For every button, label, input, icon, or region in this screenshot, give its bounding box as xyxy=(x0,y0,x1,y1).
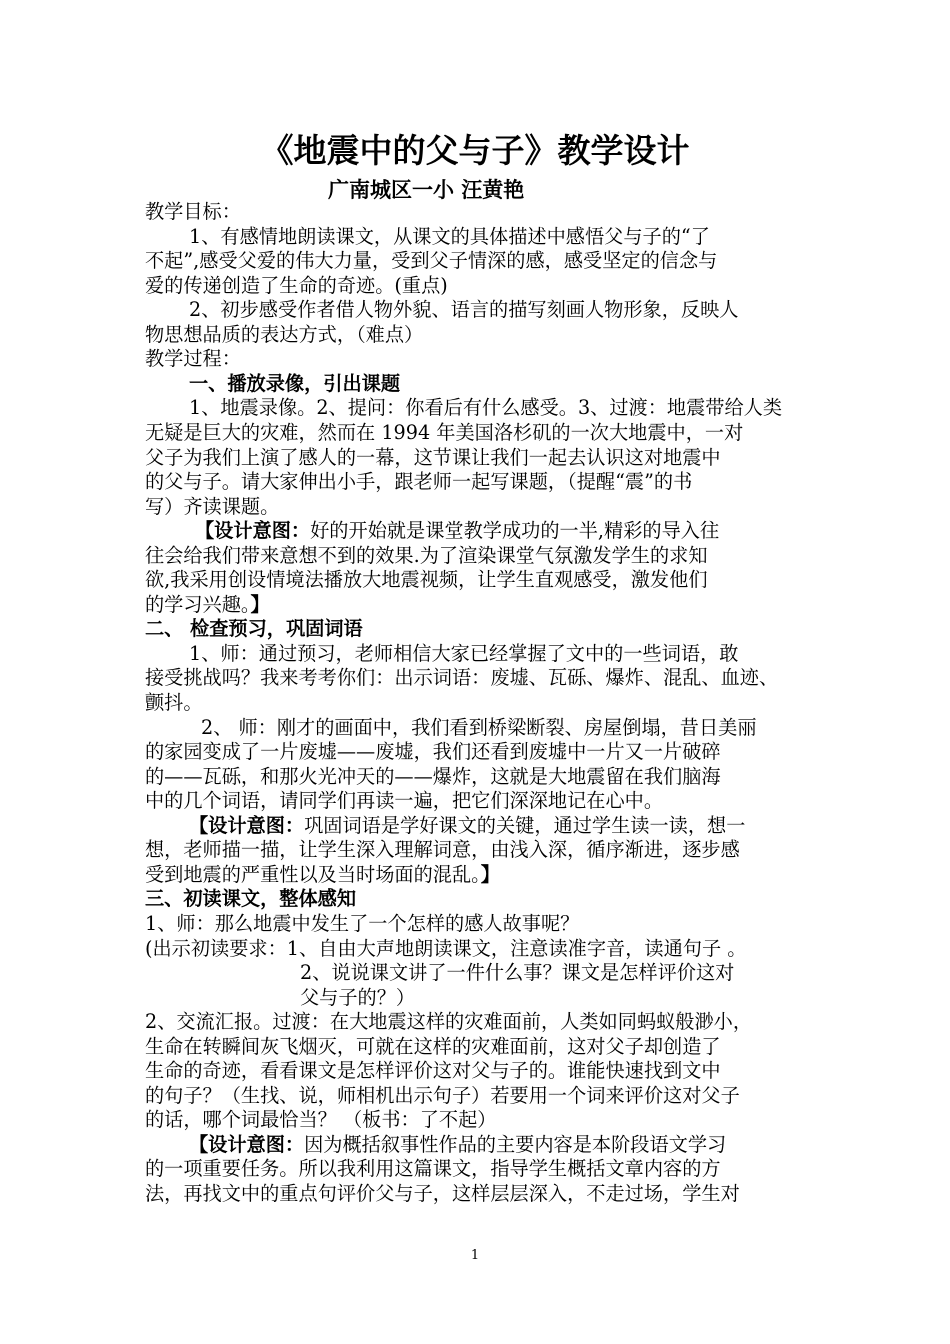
text-line: 的话，哪个词最恰当？ （板书：了不起） xyxy=(145,1108,497,1132)
text-line: 欲,我采用创设情境法播放大地震视频，让学生直观感受，激发他们 xyxy=(145,568,708,592)
text-line: 写）齐读课题。 xyxy=(145,494,280,518)
text-line: 颤抖。 xyxy=(145,691,203,714)
text-line: 往会给我们带来意想不到的效果.为了渲染课堂气氛激发学生的求知 xyxy=(145,543,708,567)
text-line: 父子为我们上演了感人的一幕，这节课让我们一起去认识这对地震中 xyxy=(145,445,721,469)
text-line: 1、有感情地朗读课文，从课文的具体描述中感悟父与子的“了 xyxy=(189,224,710,248)
text-line: 无疑是巨大的灾难，然而在 1994 年美国洛杉矶的一次大地震中，一对 xyxy=(145,420,744,444)
text-line: 2、说说课文讲了一件什么事？课文是怎样评价这对 xyxy=(300,961,735,985)
text-line: 物思想品质的表达方式，（难点） xyxy=(145,322,424,346)
text-line: 的——瓦砾，和那火光冲天的——爆炸，这就是大地震留在我们脑海 xyxy=(145,764,721,788)
text-line: 的一项重要任务。所以我利用这篇课文，指导学生概括文章内容的方 xyxy=(145,1157,721,1181)
text-line: 生命在转瞬间灰飞烟灭，可就在这样的灾难面前，这对父子却创造了 xyxy=(145,1034,721,1058)
text-line: 1、师：那么地震中发生了一个怎样的感人故事呢？ xyxy=(145,911,580,935)
text-line: 教学目标： xyxy=(145,200,241,223)
text-line: 不起”,感受父爱的伟大力量，受到父子情深的感，感受坚定的信念与 xyxy=(145,249,718,273)
text-line: 三、初读课文，整体感知 xyxy=(145,887,357,911)
document-author: 广南城区一小 汪黄艳 xyxy=(328,177,525,202)
text-line: 1、师：通过预习，老师相信大家已经掌握了文中的一些词语，敢 xyxy=(189,641,739,665)
text-line: (出示初读要求：1、自由大声地朗读课文，注意读准字音，读通句子 。 xyxy=(145,936,747,960)
text-line: 教学过程： xyxy=(145,347,241,371)
text-line: 的学习兴趣。】 xyxy=(145,592,270,616)
text-line: 一、播放录像，引出课题 xyxy=(189,371,401,395)
text-line: 接受挑战吗？我来考考你们：出示词语：废墟、瓦砾、爆炸、混乱、血迹、 xyxy=(145,666,779,690)
page-number: 1 xyxy=(470,1248,480,1263)
text-line: 2、交流汇报。过渡：在大地震这样的灾难面前，人类如同蚂蚁般渺小， xyxy=(145,1010,753,1034)
text-line: 二、 检查预习，巩固词语 xyxy=(145,617,363,641)
text-line: 2、初步感受作者借人物外貌、语言的描写刻画人物形象，反映人 xyxy=(189,298,739,322)
text-line: 父与子的？） xyxy=(300,985,416,1009)
text-line: 【设计意图：因为概括叙事性作品的主要内容是本阶段语文学习 xyxy=(189,1132,727,1156)
text-line: 【设计意图：好的开始就是课堂教学成功的一半,精彩的导入往 xyxy=(195,519,720,543)
document-title: 《地震中的父与子》教学设计 xyxy=(260,131,690,170)
text-line: 生命的奇迹，看看课文是怎样评价这对父与子的。谁能快速找到文中 xyxy=(145,1059,721,1083)
text-line: 爱的传递创造了生命的奇迹。(重点) xyxy=(145,273,448,297)
text-line: 中的几个词语，请同学们再读一遍，把它们深深地记在心中。 xyxy=(145,789,664,813)
text-line: 1、地震录像。2、提问：你看后有什么感受。3、过渡：地震带给人类 xyxy=(189,396,783,420)
text-line: 的家园变成了一片废墟——废墟，我们还看到废墟中一片又一片破碎 xyxy=(145,740,721,764)
text-line: 【设计意图：巩固词语是学好课文的关键，通过学生读一读，想一 xyxy=(189,813,746,837)
text-line: 的句子？（生找、说，师相机出示句子）若要用一个词来评价这对父子 xyxy=(145,1083,740,1107)
text-line: 的父与子。请大家伸出小手，跟老师一起写课题，（提醒“震”的书 xyxy=(145,470,693,494)
text-line: 法，再找文中的重点句评价父与子，这样层层深入，不走过场，学生对 xyxy=(145,1182,740,1205)
text-line: 2、 师：刚才的画面中，我们看到桥梁断裂、房屋倒塌，昔日美丽 xyxy=(201,715,757,739)
text-line: 受到地震的严重性以及当时场面的混乱。】 xyxy=(145,862,500,886)
text-line: 想，老师描一描，让学生深入理解词意，由浅入深，循序渐进，逐步感 xyxy=(145,838,740,862)
